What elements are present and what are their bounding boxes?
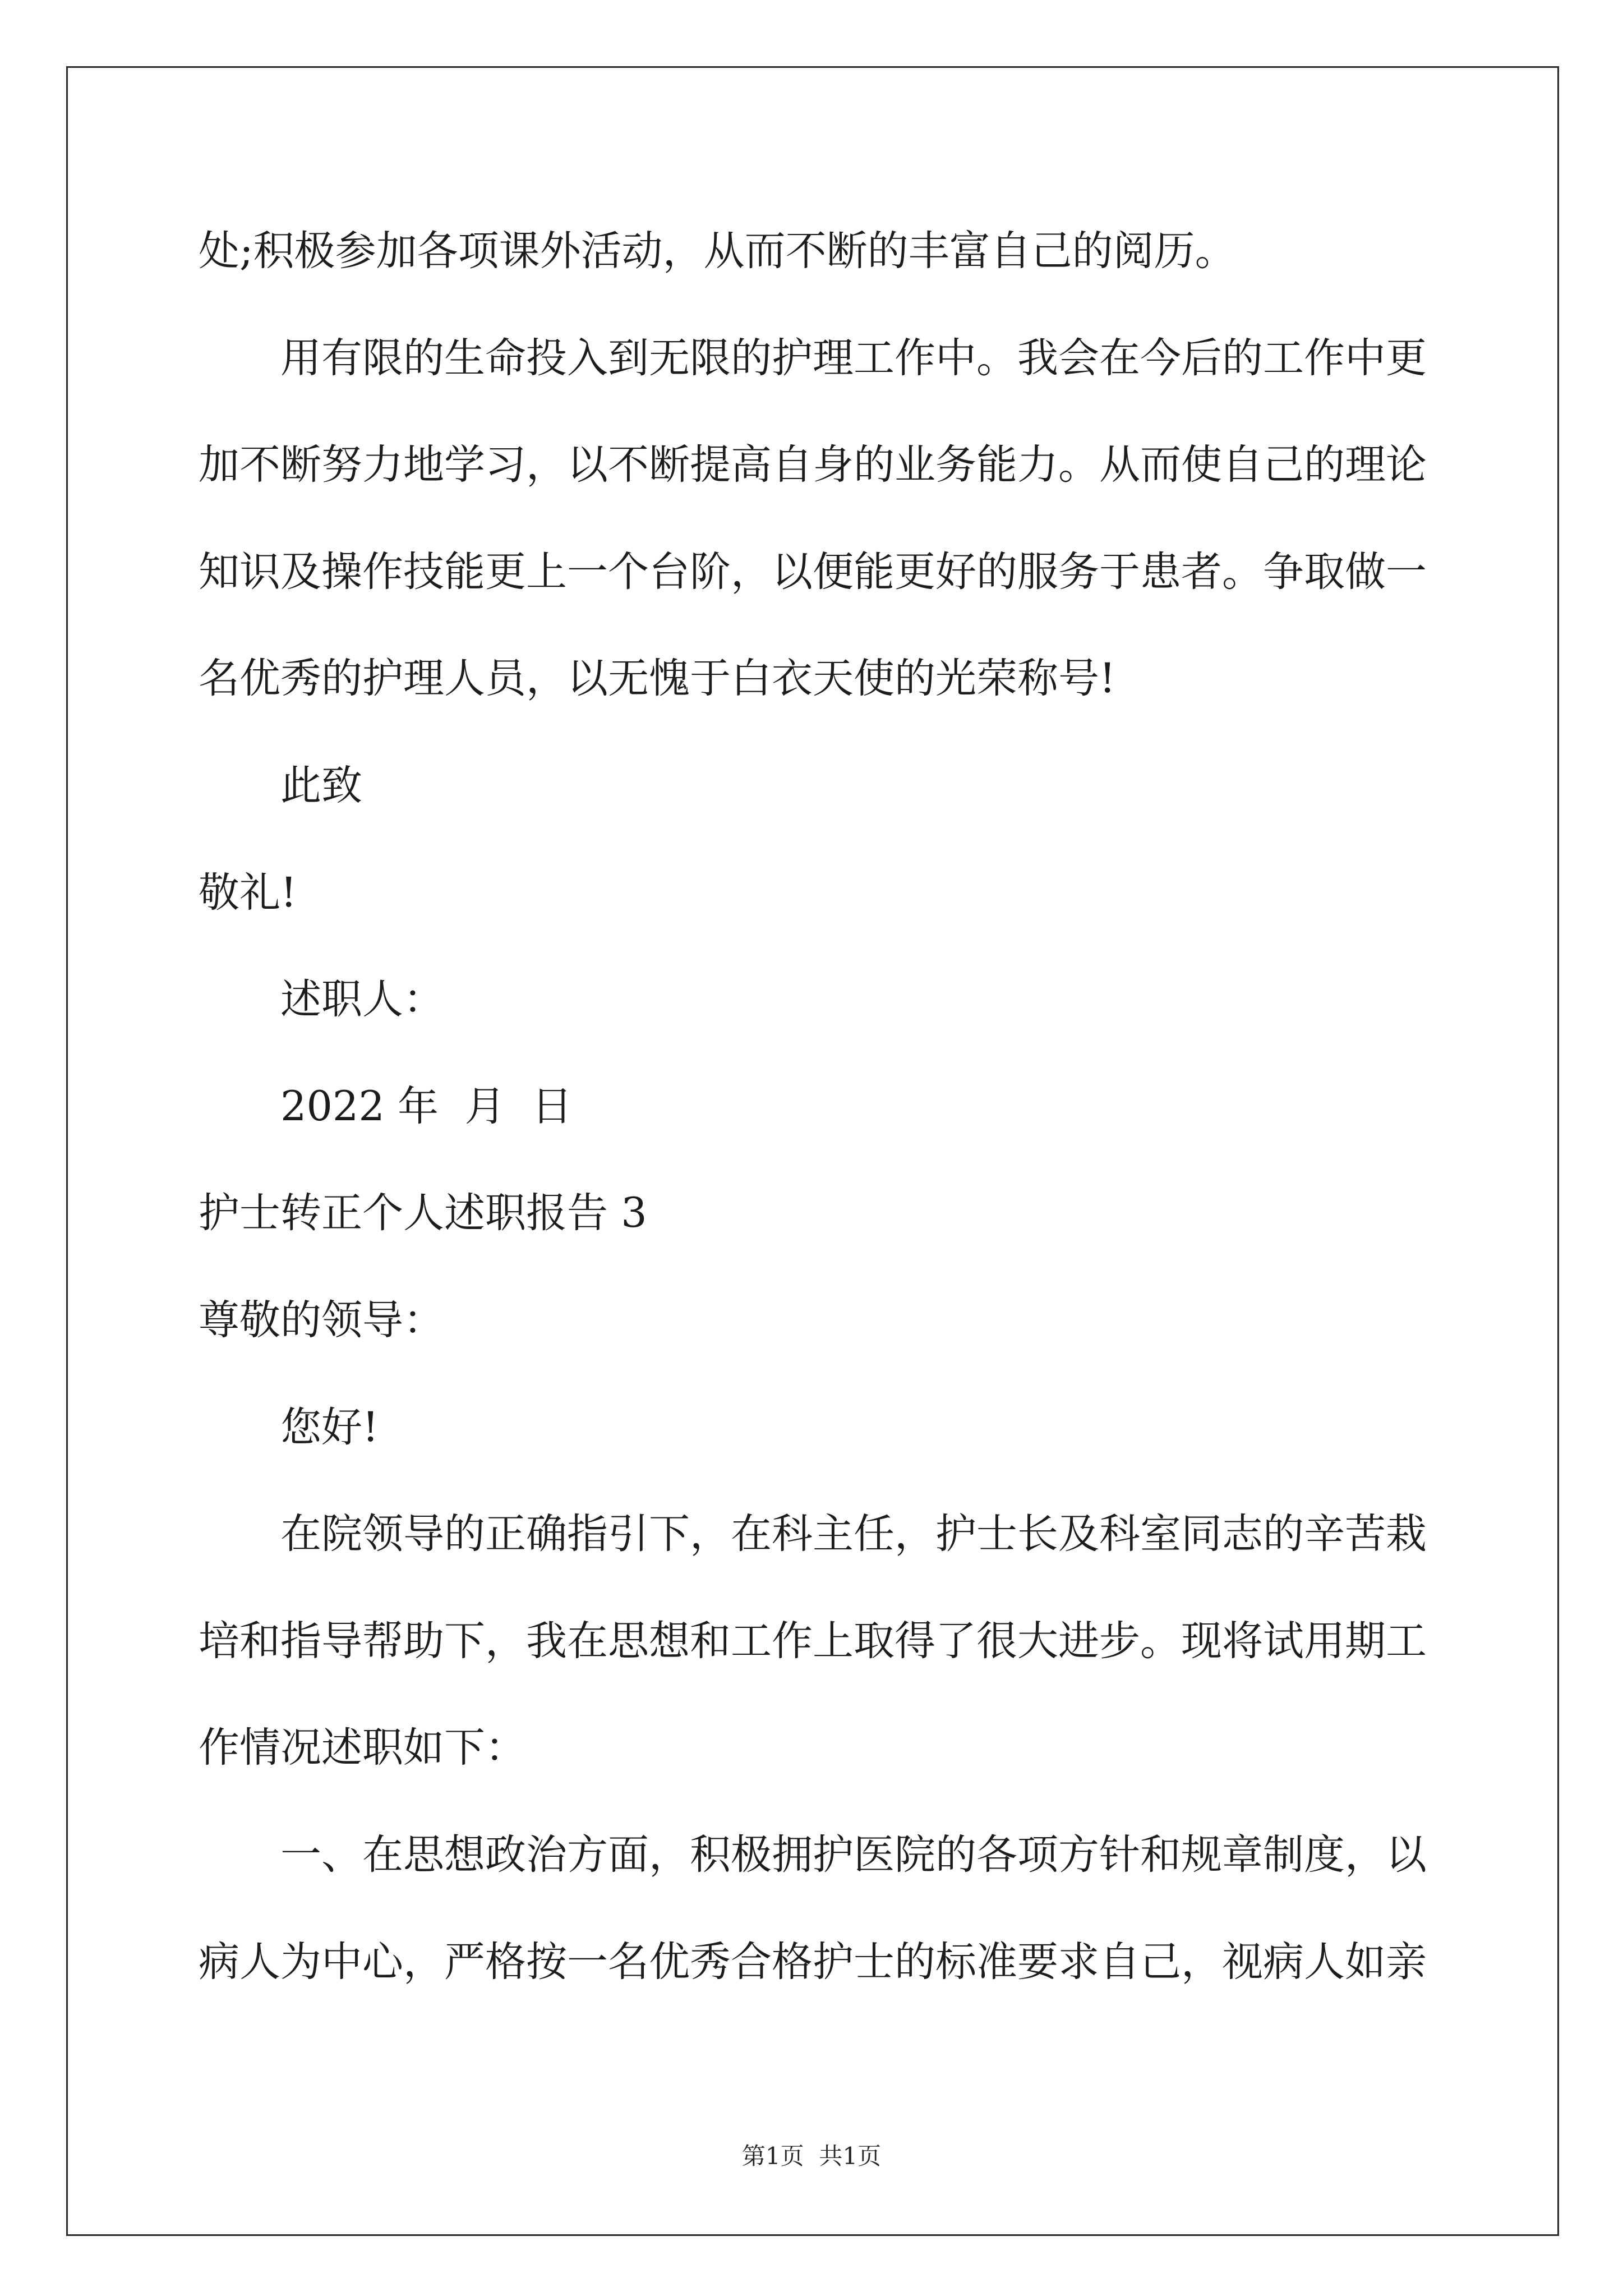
document-body (199, 198, 1432, 2016)
paragraph-line: 在院领导的正确指引下，在科主任，护士长及科室同志的辛苦栽 (280, 1510, 1427, 1558)
paragraph-line: 处;积极参加各项课外活动，从而不断的丰富自己的阅历。 (199, 227, 1236, 275)
paragraph-line: 培和指导帮助下，我在思想和工作上取得了很大进步。现将试用期工 (199, 1617, 1427, 1665)
page-footer: 第1页 共1页 (741, 2142, 882, 2170)
paragraph-line: 名优秀的护理人员，以无愧于白衣天使的光荣称号! (199, 655, 1116, 703)
paragraph-line: 一、在思想政治方面，积极拥护医院的各项方针和规章制度，以 (280, 1830, 1427, 1879)
paragraph-line: 作情况述职如下： (199, 1724, 526, 1772)
greeting-line: 您好! (280, 1403, 379, 1451)
report-title: 护士转正个人述职报告 3 (199, 1189, 647, 1237)
paragraph-line: 加不断努力地学习，以不断提高自身的业务能力。从而使自己的理论 (199, 441, 1427, 489)
paragraph-line: 用有限的生命投入到无限的护理工作中。我会在今后的工作中更 (280, 334, 1427, 382)
paragraph-line: 病人为中心，严格按一名优秀合格护士的标准要求自己，视病人如亲 (199, 1938, 1427, 1986)
paragraph-line: 知识及操作技能更上一个台阶，以便能更好的服务于患者。争取做一 (199, 547, 1427, 596)
recipient-line: 尊敬的领导： (199, 1296, 444, 1344)
signatory-label: 述职人： (280, 976, 444, 1024)
date-line: 2022 年 月 日 (280, 1082, 573, 1130)
closing-line: 此致 (280, 761, 362, 809)
salutation-line: 敬礼! (199, 868, 297, 917)
